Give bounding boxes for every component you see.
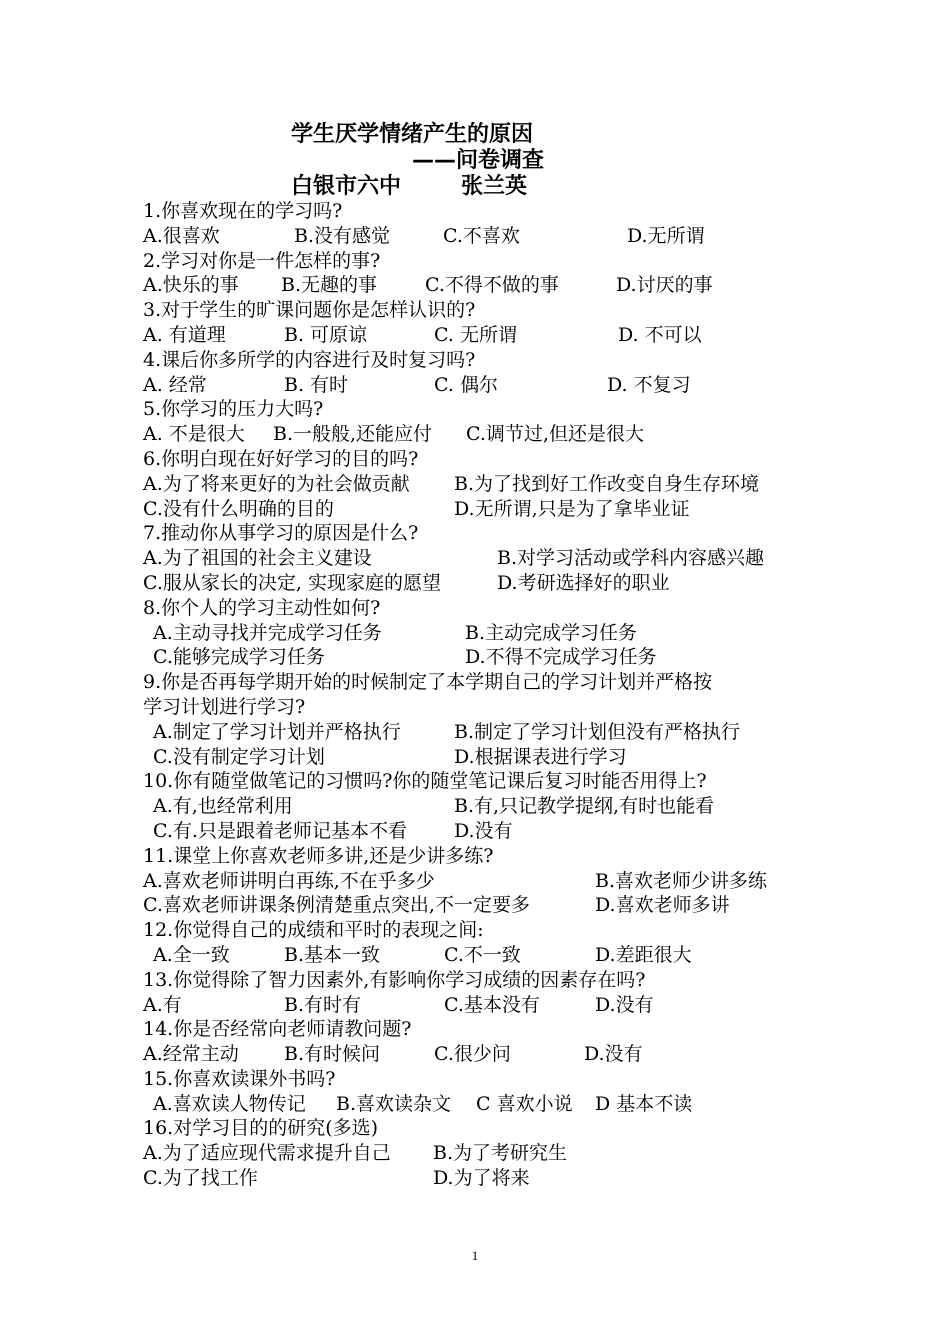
option: C. 无所谓 <box>434 323 517 346</box>
option: C.不得不做的事 <box>425 274 559 297</box>
option: D.为了将来 <box>433 1167 530 1190</box>
option: C.没有什么明确的目的 <box>143 497 334 520</box>
school-name: 白银市六中 <box>291 174 402 199</box>
option: C. 偶尔 <box>434 373 498 396</box>
option: A. 经常 <box>143 373 207 396</box>
option-row <box>143 472 823 497</box>
option: B.制定了学习计划但没有严格执行 <box>454 720 741 743</box>
option: B.为了找到好工作改变自身生存环境 <box>454 472 760 495</box>
question-text: 10.你有随堂做笔记的习惯吗?你的随堂笔记课后复习时能否用得上? <box>143 770 707 793</box>
option: B. 有时 <box>284 373 349 396</box>
option: B.无趣的事 <box>281 274 378 297</box>
option: D. 不复习 <box>607 373 691 396</box>
option-row <box>143 273 823 298</box>
option-row <box>143 1141 823 1166</box>
option: D.考研选择好的职业 <box>497 571 670 594</box>
option-row <box>143 993 823 1018</box>
option: D.根据课表进行学习 <box>454 745 627 768</box>
option: B. 可原谅 <box>284 323 368 346</box>
option-row <box>143 422 823 447</box>
option: A.有,也经常利用 <box>153 795 293 818</box>
option-row <box>143 546 823 571</box>
option: D.讨厌的事 <box>616 274 713 297</box>
option: C.喜欢老师讲课条例清楚重点突出,不一定要多 <box>143 894 530 917</box>
option: D.没有 <box>584 1043 643 1066</box>
option: C.调节过,但还是很大 <box>466 423 644 446</box>
option-row <box>143 323 823 348</box>
option-row <box>143 621 823 646</box>
option: A.为了将来更好的为社会做贡献 <box>143 472 410 495</box>
option-row <box>143 1042 823 1067</box>
option: B.对学习活动或学科内容感兴趣 <box>497 547 765 570</box>
page-subtitle: ——问卷调查 <box>412 148 545 173</box>
option-row <box>143 869 823 894</box>
option-row <box>143 1092 823 1117</box>
option: A.主动寻找并完成学习任务 <box>153 621 382 644</box>
option: D.没有 <box>454 819 513 842</box>
option: B.为了考研究生 <box>433 1142 568 1165</box>
question-text: 5.你学习的压力大吗? <box>143 398 324 421</box>
option: A.经常主动 <box>143 1043 239 1066</box>
option: C.基本没有 <box>444 993 540 1016</box>
questionnaire <box>143 199 823 1191</box>
option: A.喜欢老师讲明白再练,不在乎多少 <box>143 869 435 892</box>
option: B.有时有 <box>284 993 362 1016</box>
page-title: 学生厌学情绪产生的原因 <box>291 122 534 147</box>
question-text: 7.推动你从事学习的原因是什么? <box>143 522 419 545</box>
option: C.能够完成学习任务 <box>153 646 325 669</box>
option: D.没有 <box>595 993 654 1016</box>
page-number: 1 <box>471 1248 479 1263</box>
option: B.一般般,还能应付 <box>273 423 433 446</box>
option: B.有时候问 <box>284 1043 381 1066</box>
author-line <box>291 174 527 200</box>
option: C.为了找工作 <box>143 1167 258 1190</box>
question-text-continued: 学习计划进行学习? <box>143 695 306 718</box>
question-text: 11.课堂上你喜欢老师多讲,还是少讲多练? <box>143 844 494 867</box>
option: A.制定了学习计划并严格执行 <box>153 720 401 743</box>
option: C.很少问 <box>434 1043 511 1066</box>
option: A.全一致 <box>153 943 230 966</box>
question-text: 6.你明白现在好好学习的目的吗? <box>143 447 419 470</box>
option: C 喜欢小说 <box>476 1092 573 1115</box>
question-text: 15.你喜欢读课外书吗? <box>143 1067 336 1090</box>
option: B.有,只记教学提纲,有时也能看 <box>454 795 715 818</box>
option-row <box>143 645 823 670</box>
option: C.不喜欢 <box>443 224 520 247</box>
option: D.无所谓 <box>627 224 705 247</box>
option-row <box>143 943 823 968</box>
question-text: 3.对于学生的旷课问题你是怎样认识的? <box>143 299 476 322</box>
option-row <box>143 497 823 522</box>
question-text: 1.你喜欢现在的学习吗? <box>143 200 343 222</box>
option-row <box>143 794 823 819</box>
option-row <box>143 1166 823 1191</box>
option-row <box>143 224 823 249</box>
option: D.喜欢老师多讲 <box>595 894 730 917</box>
option: A.为了适应现代需求提升自己 <box>143 1142 391 1165</box>
option: A. 不是很大 <box>143 423 245 446</box>
question-text: 13.你觉得除了智力因素外,有影响你学习成绩的因素存在吗? <box>143 968 646 991</box>
option-row <box>143 745 823 770</box>
option-row <box>143 893 823 918</box>
option: C.服从家长的决定, 实现家庭的愿望 <box>143 571 441 594</box>
option: C.不一致 <box>444 943 521 966</box>
option: A.喜欢读人物传记 <box>153 1092 306 1115</box>
option: A.为了祖国的社会主义建设 <box>143 547 372 570</box>
question-text: 9.你是否再每学期开始的时候制定了本学期自己的学习计划并严格按 <box>143 671 713 694</box>
option: B.没有感觉 <box>294 224 391 247</box>
option: B.喜欢读杂文 <box>336 1092 452 1115</box>
option-row <box>143 571 823 596</box>
author-name: 张兰英 <box>461 174 528 199</box>
option-row <box>143 819 823 844</box>
option: C.有.只是跟着老师记基本不看 <box>153 819 407 842</box>
question-text: 14.你是否经常向老师请教问题? <box>143 1018 412 1041</box>
option-row <box>143 373 823 398</box>
question-text: 4.课后你多所学的内容进行及时复习吗? <box>143 348 476 371</box>
option: D 基本不读 <box>595 1092 693 1115</box>
option: B.喜欢老师少讲多练 <box>595 869 768 892</box>
option: D.差距很大 <box>595 943 692 966</box>
option: B.基本一致 <box>284 943 381 966</box>
option: D.无所谓,只是为了拿毕业证 <box>454 497 690 520</box>
option: D.不得不完成学习任务 <box>465 646 657 669</box>
question-text: 12.你觉得自己的成绩和平时的表现之间: <box>143 919 484 942</box>
question-text: 2.学习对你是一件怎样的事? <box>143 249 381 272</box>
option: A.快乐的事 <box>143 274 239 297</box>
question-text: 8.你个人的学习主动性如何? <box>143 596 381 619</box>
option: D. 不可以 <box>618 323 702 346</box>
option-row <box>143 720 823 745</box>
question-text: 16.对学习目的的研究(多选) <box>143 1117 379 1140</box>
option: A.很喜欢 <box>143 224 220 247</box>
option: A. 有道理 <box>143 323 226 346</box>
option: C.没有制定学习计划 <box>153 745 325 768</box>
option: B.主动完成学习任务 <box>465 621 638 644</box>
option: A.有 <box>143 993 182 1016</box>
